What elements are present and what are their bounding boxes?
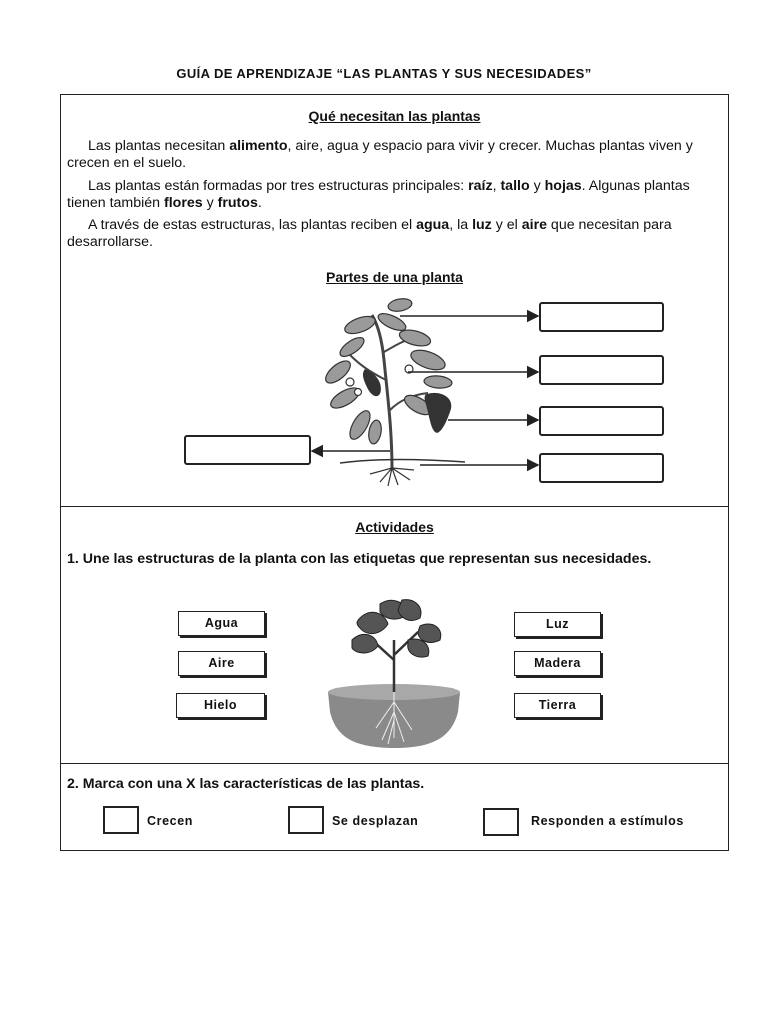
activities-title: Actividades: [355, 519, 434, 535]
option-tierra[interactable]: Tierra: [514, 693, 601, 718]
paragraph-2: Las plantas están formadas por tres estructuras principales: raíz, tallo y hojas. Algunas plantas tienen también flores y frutos.: [67, 178, 690, 211]
option-hielo[interactable]: Hielo: [176, 693, 265, 718]
diagram-title: Partes de una planta: [326, 269, 463, 285]
document-title: GUÍA DE APRENDIZAJE “LAS PLANTAS Y SUS NECESIDADES”: [176, 66, 592, 81]
label-box-3[interactable]: [539, 406, 664, 436]
checkbox-label-se-desplazan: Se desplazan: [332, 814, 419, 828]
checkbox-label-crecen: Crecen: [147, 814, 193, 828]
question-1: [67, 550, 707, 568]
checkbox-crecen[interactable]: [103, 806, 139, 834]
question-2: 2. Marca con una X las características de las plantas.: [67, 776, 425, 792]
label-box-2[interactable]: [539, 355, 664, 385]
option-aire[interactable]: Aire: [178, 651, 265, 676]
question-1-text: Une las estructuras de la planta con las etiquetas que representan sus necesidades.: [82, 551, 652, 567]
checkbox-responden[interactable]: [483, 808, 519, 836]
section-title-needs: Qué necesitan las plantas: [308, 108, 481, 124]
option-agua[interactable]: Agua: [178, 611, 265, 636]
section-divider: [60, 506, 729, 507]
label-box-left[interactable]: [184, 435, 311, 465]
checkbox-label-responden: Responden a estímulos: [531, 814, 684, 828]
option-luz[interactable]: Luz: [514, 612, 601, 637]
paragraph-1: Las plantas necesitan alimento, aire, agua y espacio para vivir y crecer. Muchas plantas viven y crecen en el suelo.: [67, 138, 693, 171]
paragraph-3: A través de estas estructuras, las plantas reciben el agua, la luz y el aire que necesitan para desarrollarse.: [67, 217, 672, 250]
section-divider: [60, 763, 729, 764]
label-box-4[interactable]: [539, 453, 664, 483]
question-1-number: 1.: [67, 551, 79, 567]
checkbox-se-desplazan[interactable]: [288, 806, 324, 834]
option-madera[interactable]: Madera: [514, 651, 601, 676]
label-box-1[interactable]: [539, 302, 664, 332]
